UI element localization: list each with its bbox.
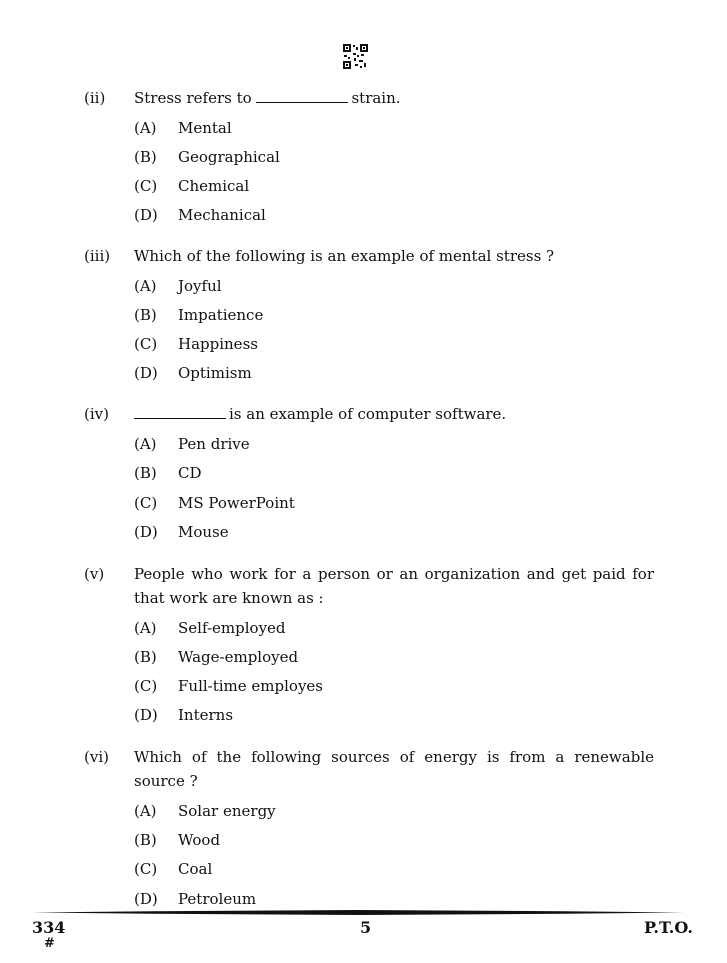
question-text: Which of the following sources of energy is from a renewable source ?	[134, 748, 654, 790]
paper-code: 334	[32, 918, 66, 937]
question-text: Which of the following is an example of mental stress ?	[134, 247, 555, 265]
question-text: is an example of computer software.	[134, 402, 654, 426]
question-text: Stress refers to strain.	[134, 89, 401, 107]
hash-mark: #	[44, 936, 55, 951]
question-text: People who work for a person or an organization and get paid for that work are known as :	[134, 565, 654, 607]
fill-blank	[256, 88, 348, 103]
question-number: (vi)	[84, 748, 109, 766]
page-number: 5	[360, 918, 372, 937]
fill-blank	[134, 404, 226, 419]
footer-rule	[32, 910, 684, 915]
question-number: (ii)	[84, 89, 106, 107]
pto-label: P.T.O.	[644, 918, 693, 937]
question-number: (v)	[84, 565, 105, 583]
question-number: (iii)	[84, 247, 111, 265]
question-number: (iv)	[84, 405, 109, 423]
qr-code	[343, 44, 368, 69]
